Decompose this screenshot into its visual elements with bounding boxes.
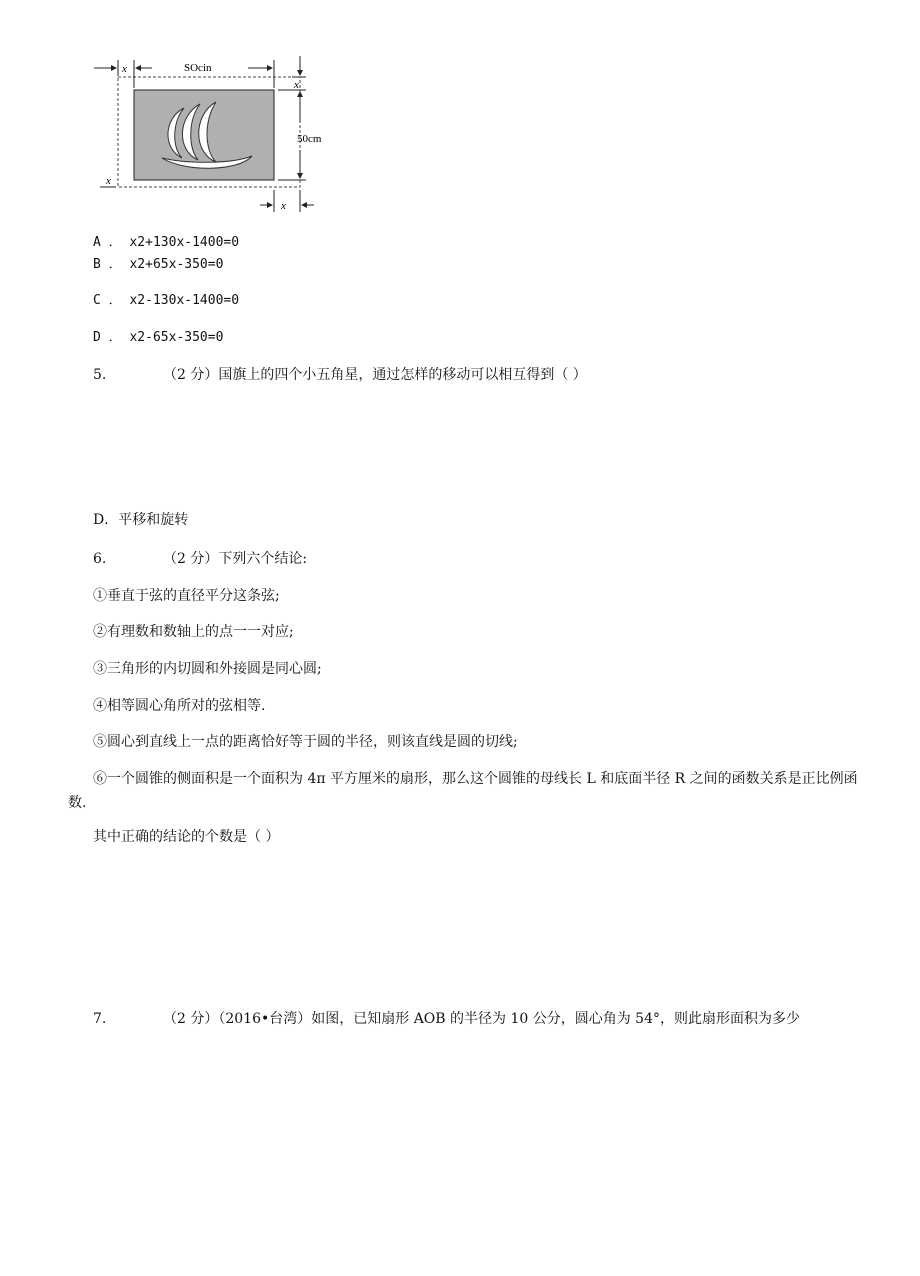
bottom-left-x-label: x bbox=[106, 175, 111, 187]
option-d-text: x2-65x-350=0 bbox=[129, 330, 224, 345]
q6-statement-4: ④相等圆心角所对的弦相等. bbox=[93, 698, 266, 714]
option-c-text: x2-130x-1400=0 bbox=[129, 293, 240, 308]
q6-statement-6: ⑥一个圆锥的侧面积是一个面积为 4π 平方厘米的扇形，那么这个圆锥的母线长 L 和底面半径 R 之间的函数关系是正比例函数. bbox=[68, 771, 858, 811]
q5-text: （2 分）国旗上的四个小五角星，通过怎样的移动可以相互得到（ ） bbox=[163, 367, 587, 383]
side-length-label: 50cm bbox=[297, 133, 322, 145]
option-b: B ． x2+65x-350=0 bbox=[93, 257, 224, 272]
option-c: C ． x2-130x-1400=0 bbox=[93, 293, 240, 308]
q6-text: （2 分）下列六个结论: bbox=[163, 551, 308, 567]
right-x-label: x bbox=[294, 79, 299, 91]
q7-number: 7. bbox=[93, 1011, 107, 1027]
q5-option-d: D．平移和旋转 bbox=[93, 512, 189, 528]
q6-question: 其中正确的结论的个数是（ ） bbox=[93, 829, 280, 845]
option-b-letter: B bbox=[93, 257, 101, 272]
bottom-right-x-label: x bbox=[281, 200, 286, 212]
option-c-letter: C bbox=[93, 293, 101, 308]
top-length-label: SOcin bbox=[184, 62, 212, 74]
flag-diagram bbox=[92, 52, 342, 217]
option-b-text: x2+65x-350=0 bbox=[129, 257, 224, 272]
option-d: D ． x2-65x-350=0 bbox=[93, 330, 224, 345]
top-x-label: x bbox=[122, 63, 127, 75]
q6-statement-3: ③三角形的内切圆和外接圆是同心圆; bbox=[93, 661, 322, 677]
q6-number: 6. bbox=[93, 551, 107, 567]
q6-statement-5: ⑤圆心到直线上一点的距离恰好等于圆的半径，则该直线是圆的切线; bbox=[93, 734, 518, 750]
option-d-letter: D bbox=[93, 330, 101, 345]
q6-statement-1: ①垂直于弦的直径平分这条弦; bbox=[93, 588, 280, 604]
q5-number: 5. bbox=[93, 367, 107, 383]
option-a-text: x2+130x-1400=0 bbox=[129, 235, 240, 250]
option-a-letter: A bbox=[93, 235, 101, 250]
flag-dimension-figure bbox=[92, 52, 342, 217]
q7-text: （2 分）（2016•台湾）如图，已知扇形 AOB 的半径为 10 公分，圆心角为 54°，则此扇形面积为多少 bbox=[163, 1011, 800, 1027]
option-a: A ． x2+130x-1400=0 bbox=[93, 235, 240, 250]
q6-statement-2: ②有理数和数轴上的点一一对应; bbox=[93, 624, 294, 640]
